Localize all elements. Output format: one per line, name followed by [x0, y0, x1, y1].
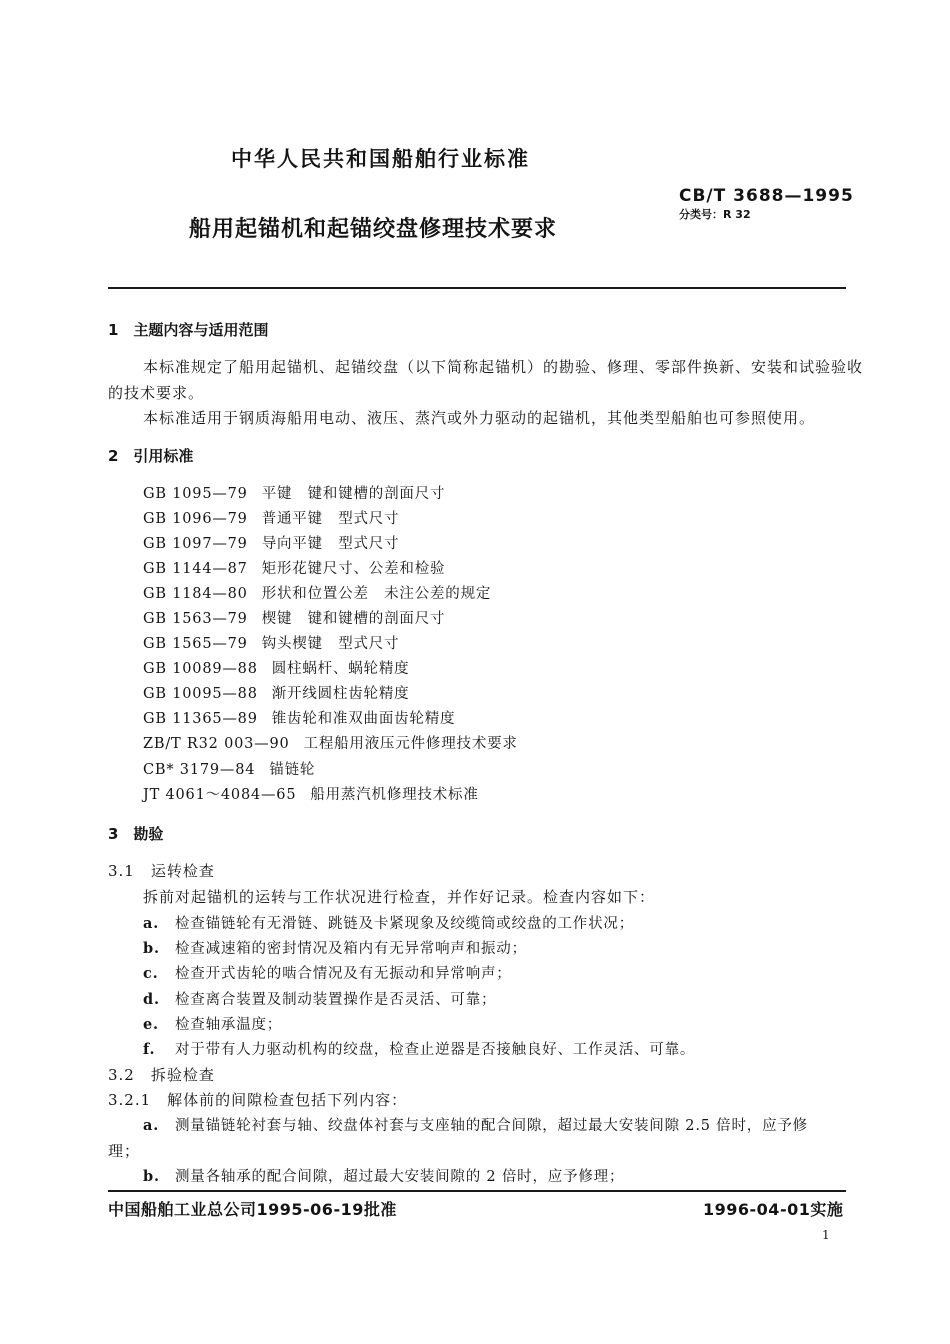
section-1-paragraph-1-line-1: 本标准规定了船用起锚机、起锚绞盘（以下简称起锚机）的勘验、修理、零部件换新、安装和试验验收 [143, 358, 864, 376]
check-item-d [143, 988, 496, 1009]
reference-item [143, 607, 445, 628]
reference-title: 楔键 键和键槽的剖面尺寸 [261, 611, 446, 627]
reference-title: 平键 键和键槽的剖面尺寸 [261, 486, 446, 502]
reference-item [143, 557, 445, 578]
item-label: c. [143, 965, 159, 982]
check-item-e [143, 1013, 282, 1034]
item-text: 测量各轴承的配合间隙，超过最大安装间隙的 2 倍时，应予修理； [175, 1169, 625, 1185]
reference-title: 形状和位置公差 未注公差的规定 [261, 586, 492, 602]
item-text: 检查锚链轮有无滑链、跳链及卡紧现象及绞缆筒或绞盘的工作状况； [175, 916, 634, 932]
footer-rule [108, 1190, 846, 1192]
check-item-f [143, 1038, 695, 1059]
item-text: 检查离合装置及制动装置操作是否灵活、可靠； [175, 992, 497, 1008]
national-standard-title: 中华人民共和国船舶行业标准 [231, 147, 530, 171]
reference-code: GB 1565—79 [143, 636, 248, 652]
reference-item [143, 707, 455, 728]
item-label: a. [143, 1117, 160, 1134]
section-3-heading: 3 勘验 [108, 825, 164, 843]
reference-item [143, 507, 399, 528]
reference-code: GB 1144—87 [143, 561, 248, 577]
reference-item [143, 532, 399, 553]
item-text: 测量锚链轮衬套与轴、绞盘体衬套与支座轴的配合间隙，超过最大安装间隙 2.5 倍时，应予修 [175, 1118, 808, 1134]
reference-item [143, 758, 315, 779]
item-text: 检查开式齿轮的啮合情况及有无振动和异常响声； [175, 966, 512, 982]
reference-item [143, 657, 409, 678]
item-label: d. [143, 991, 160, 1008]
section-3-1-intro: 拆前对起锚机的运转与工作状况进行检查，并作好记录。检查内容如下： [143, 888, 656, 906]
reference-item [143, 783, 479, 804]
document-title: 船用起锚机和起锚绞盘修理技术要求 [189, 217, 558, 242]
item-text: 检查减速箱的密封情况及箱内有无异常响声和振动； [175, 941, 527, 957]
item-label: e. [143, 1016, 159, 1033]
effective-date: 1996-04-01实施 [703, 1200, 844, 1219]
reference-item [143, 732, 518, 753]
section-1-paragraph-1-line-2: 的技术要求。 [108, 384, 205, 402]
clearance-item-b [143, 1165, 624, 1186]
reference-code: GB 10089—88 [143, 661, 258, 677]
reference-code: ZB/T R32 003—90 [143, 736, 290, 752]
reference-title: 锚链轮 [269, 762, 316, 778]
section-3-2-heading: 3.2 拆验检查 [108, 1066, 215, 1084]
check-item-a [143, 912, 634, 933]
section-2-heading: 2 引用标准 [108, 447, 194, 465]
header-rule [108, 287, 846, 289]
clearance-item-a [143, 1114, 808, 1135]
reference-title: 渐开线圆柱齿轮精度 [271, 686, 410, 702]
item-label: a. [143, 915, 160, 932]
classification-number: 分类号：R 32 [679, 208, 751, 221]
reference-title: 普通平键 型式尺寸 [261, 511, 400, 527]
reference-title: 矩形花键尺寸、公差和检验 [261, 561, 446, 577]
reference-title: 工程船用液压元件修理技术要求 [303, 736, 518, 752]
section-1-heading: 1 主题内容与适用范围 [108, 321, 269, 339]
reference-title: 锥齿轮和准双曲面齿轮精度 [271, 711, 456, 727]
page-number: 1 [822, 1228, 830, 1242]
check-item-b [143, 937, 527, 958]
reference-item [143, 582, 491, 603]
reference-code: GB 1563—79 [143, 611, 248, 627]
reference-code: CB* 3179—84 [143, 762, 256, 778]
check-item-c [143, 962, 512, 983]
reference-title: 钩头楔键 型式尺寸 [261, 636, 400, 652]
section-1-paragraph-2: 本标准适用于钢质海船用电动、液压、蒸汽或外力驱动的起锚机，其他类型船舶也可参照使用。 [143, 409, 816, 427]
item-label: f. [143, 1041, 156, 1058]
reference-code: GB 1184—80 [143, 586, 248, 602]
item-text: 检查轴承温度； [175, 1017, 283, 1033]
reference-item [143, 632, 399, 653]
section-3-2-1-heading: 3.2.1 解体前的间隙检查包括下列内容： [108, 1091, 408, 1109]
reference-code: GB 11365—89 [143, 711, 258, 727]
reference-title: 船用蒸汽机修理技术标准 [310, 787, 479, 803]
item-text: 对于带有人力驱动机构的绞盘，检查止逆器是否接触良好、工作灵活、可靠。 [175, 1042, 696, 1058]
standard-number: CB/T 3688—1995 [679, 186, 854, 206]
reference-title: 导向平键 型式尺寸 [261, 536, 400, 552]
reference-item [143, 682, 409, 703]
item-label: b. [143, 940, 160, 957]
clearance-item-a-continuation: 理； [108, 1142, 141, 1160]
approval-issuer: 中国船舶工业总公司1995-06-19批准 [108, 1200, 397, 1219]
item-label: b. [143, 1168, 160, 1185]
reference-code: GB 10095—88 [143, 686, 258, 702]
reference-code: GB 1097—79 [143, 536, 248, 552]
reference-code: GB 1095—79 [143, 486, 248, 502]
reference-code: JT 4061～4084—65 [143, 787, 297, 803]
reference-title: 圆柱蜗杆、蜗轮精度 [271, 661, 410, 677]
section-3-1-heading: 3.1 运转检查 [108, 862, 215, 880]
reference-code: GB 1096—79 [143, 511, 248, 527]
reference-item [143, 482, 445, 503]
